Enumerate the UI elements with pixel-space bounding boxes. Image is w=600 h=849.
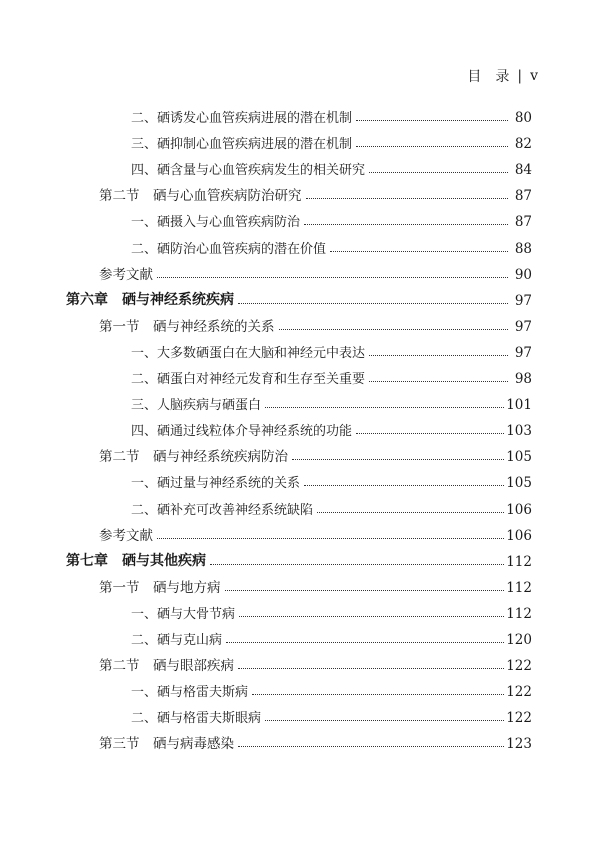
toc-entry-page: 106 bbox=[506, 502, 532, 518]
toc-entry-label: 四、硒通过线粒体介导神经系统的功能 bbox=[131, 424, 353, 439]
toc-entry-item[interactable] bbox=[0, 628, 600, 648]
dot-leader bbox=[238, 668, 504, 669]
dot-leader bbox=[356, 433, 504, 434]
toc-entry-item[interactable] bbox=[0, 237, 600, 257]
dot-leader bbox=[226, 642, 504, 643]
toc-entry-label: 参考文献 bbox=[99, 528, 153, 544]
toc-entry-section[interactable] bbox=[0, 315, 600, 335]
dot-leader bbox=[225, 590, 505, 591]
dot-leader bbox=[369, 381, 508, 382]
toc-entry-page: 122 bbox=[506, 684, 532, 700]
toc-entry-item[interactable] bbox=[0, 602, 600, 622]
toc-entry-label: 一、大多数硒蛋白在大脑和神经元中表达 bbox=[131, 346, 366, 361]
toc-entry-label: 二、硒蛋白对神经元发育和生存至关重要 bbox=[131, 372, 366, 387]
dot-leader bbox=[304, 485, 504, 486]
toc-entry-page: 112 bbox=[506, 554, 532, 570]
toc-entry-label: 二、硒防治心血管疾病的潜在价值 bbox=[131, 242, 327, 257]
toc-entry-label: 第六章 硒与神经系统疾病 bbox=[66, 292, 234, 308]
toc-entry-section[interactable] bbox=[0, 184, 600, 204]
toc-entry-label: 四、硒含量与心血管疾病发生的相关研究 bbox=[131, 163, 366, 178]
toc-entry-page: 97 bbox=[514, 293, 532, 309]
toc-entry-page: 84 bbox=[514, 162, 532, 178]
dot-leader bbox=[279, 329, 509, 330]
toc-entry-item[interactable] bbox=[0, 341, 600, 361]
dot-leader bbox=[317, 512, 504, 513]
toc-entry-label: 三、硒抑制心血管疾病进展的潜在机制 bbox=[131, 137, 353, 152]
toc-entry-label: 第一节 硒与地方病 bbox=[99, 580, 221, 596]
toc-entry-item[interactable] bbox=[0, 471, 600, 491]
toc-entry-label: 一、硒与格雷夫斯病 bbox=[131, 685, 249, 700]
toc-entry-page: 80 bbox=[514, 110, 532, 126]
toc-entry-label: 第七章 硒与其他疾病 bbox=[66, 553, 206, 569]
toc-entry-label: 一、硒摄入与心血管疾病防治 bbox=[131, 215, 301, 230]
toc-entry-label: 第二节 硒与神经系统疾病防治 bbox=[99, 449, 288, 465]
dot-leader bbox=[210, 564, 504, 565]
toc-entry-item[interactable] bbox=[0, 106, 600, 126]
header-page-number: v bbox=[530, 68, 538, 84]
toc-entry-page: 122 bbox=[506, 710, 532, 726]
toc-entry-page: 103 bbox=[506, 423, 532, 439]
toc-entry-section[interactable] bbox=[0, 732, 600, 752]
dot-leader bbox=[292, 459, 504, 460]
toc-entry-chapter[interactable] bbox=[0, 550, 600, 570]
toc-entry-section[interactable] bbox=[0, 445, 600, 465]
toc-entry-page: 88 bbox=[514, 241, 532, 257]
toc-entry-label: 第三节 硒与病毒感染 bbox=[99, 736, 234, 752]
toc-entry-item[interactable] bbox=[0, 393, 600, 413]
dot-leader bbox=[369, 172, 508, 173]
toc-entry-ref[interactable] bbox=[0, 263, 600, 283]
dot-leader bbox=[330, 251, 508, 252]
dot-leader bbox=[252, 694, 504, 695]
toc-entry-label: 一、硒与大骨节病 bbox=[131, 607, 236, 622]
toc-entry-item[interactable] bbox=[0, 367, 600, 387]
toc-entry-page: 97 bbox=[514, 319, 532, 335]
toc-entry-label: 参考文献 bbox=[99, 267, 153, 283]
toc-entry-label: 第二节 硒与心血管疾病防治研究 bbox=[99, 188, 302, 204]
dot-leader bbox=[238, 303, 508, 304]
toc-entry-page: 82 bbox=[514, 136, 532, 152]
toc-entry-page: 123 bbox=[506, 736, 532, 752]
dot-leader bbox=[157, 277, 508, 278]
header-separator: | bbox=[517, 68, 523, 84]
toc-entry-section[interactable] bbox=[0, 576, 600, 596]
dot-leader bbox=[265, 407, 504, 408]
toc-entry-item[interactable] bbox=[0, 210, 600, 230]
dot-leader bbox=[304, 224, 508, 225]
toc-entry-label: 二、硒诱发心血管疾病进展的潜在机制 bbox=[131, 111, 353, 126]
toc-entry-item[interactable] bbox=[0, 498, 600, 518]
toc-entry-page: 120 bbox=[506, 632, 532, 648]
dot-leader bbox=[239, 616, 504, 617]
toc-entry-chapter[interactable] bbox=[0, 289, 600, 309]
toc-entry-ref[interactable] bbox=[0, 524, 600, 544]
toc-entry-section[interactable] bbox=[0, 654, 600, 674]
dot-leader bbox=[356, 146, 508, 147]
toc-entry-item[interactable] bbox=[0, 706, 600, 726]
toc-entry-item[interactable] bbox=[0, 132, 600, 152]
toc-entry-page: 112 bbox=[506, 606, 532, 622]
toc-entry-label: 三、人脑疾病与硒蛋白 bbox=[131, 398, 262, 413]
toc-entry-page: 97 bbox=[514, 345, 532, 361]
toc-entry-page: 90 bbox=[514, 267, 532, 283]
toc-entry-page: 87 bbox=[514, 188, 532, 204]
toc-entry-page: 105 bbox=[506, 449, 532, 465]
dot-leader bbox=[369, 355, 508, 356]
toc-entry-page: 98 bbox=[514, 371, 532, 387]
toc-entry-page: 87 bbox=[514, 214, 532, 230]
toc-entry-page: 101 bbox=[506, 397, 532, 413]
toc-entry-label: 二、硒补充可改善神经系统缺陷 bbox=[131, 503, 314, 518]
toc-entry-item[interactable] bbox=[0, 158, 600, 178]
toc-entry-label: 二、硒与克山病 bbox=[131, 633, 223, 648]
dot-leader bbox=[265, 720, 504, 721]
toc-entry-label: 第二节 硒与眼部疾病 bbox=[99, 658, 234, 674]
dot-leader bbox=[306, 198, 509, 199]
toc-entry-label: 二、硒与格雷夫斯眼病 bbox=[131, 711, 262, 726]
dot-leader bbox=[356, 120, 508, 121]
toc-entry-item[interactable] bbox=[0, 419, 600, 439]
toc-entry-page: 106 bbox=[506, 528, 532, 544]
toc-entry-page: 105 bbox=[506, 475, 532, 491]
dot-leader bbox=[238, 746, 504, 747]
page-header bbox=[467, 66, 538, 86]
toc-entry-page: 112 bbox=[506, 580, 532, 596]
toc-entry-label: 一、硒过量与神经系统的关系 bbox=[131, 476, 301, 491]
toc-entry-page: 122 bbox=[506, 658, 532, 674]
dot-leader bbox=[157, 538, 504, 539]
toc-entry-item[interactable] bbox=[0, 680, 600, 700]
toc-entry-label: 第一节 硒与神经系统的关系 bbox=[99, 319, 275, 335]
header-title: 目 录 bbox=[467, 69, 510, 85]
